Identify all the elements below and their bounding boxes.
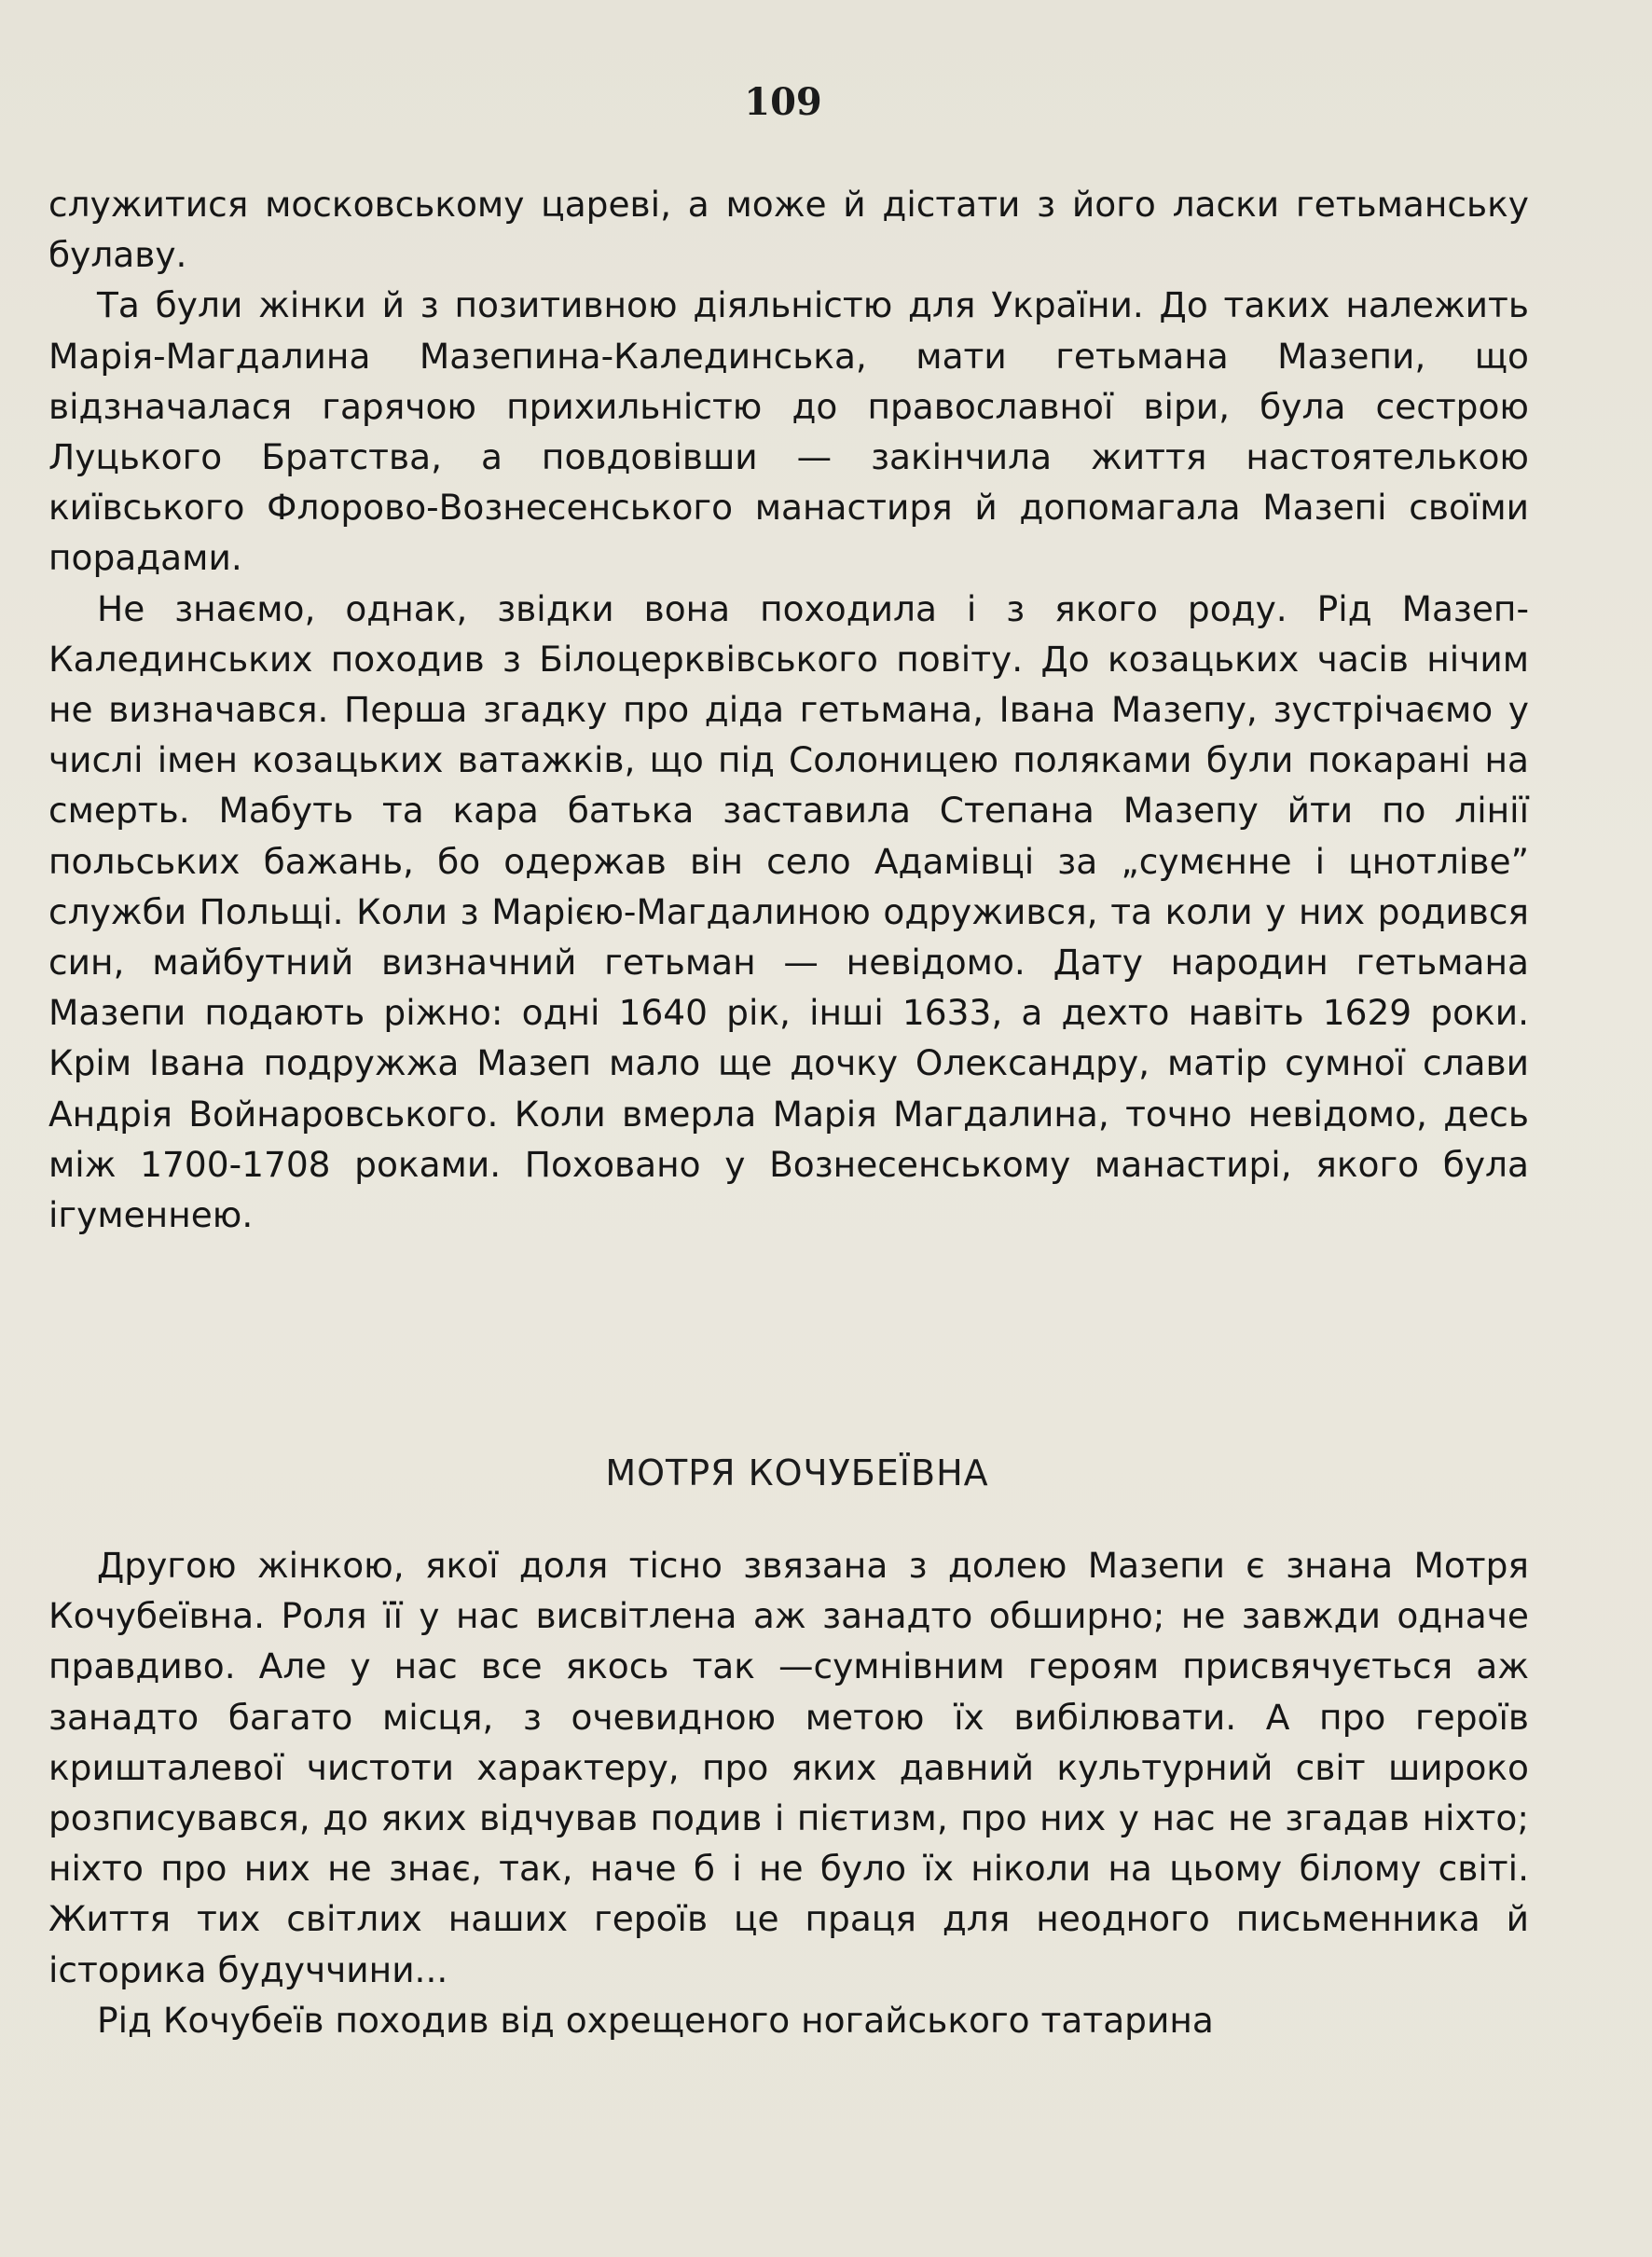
paragraph-continuation: служитися московському цареві, а може й дістати з його ласки гетьманську булаву. (48, 184, 1529, 276)
section-body (48, 1540, 1529, 2045)
paragraph-mother-of-mazepa: Та були жінки й з позитивною діяльністю для України. До таких належить Марія-Магдалина Мазепина-Калединська, мати гетьмана Мазепи, що відзначалася гарячою прихильністю до православної віри, була сестрою Луцького Братства, а повдовівши — закінчила життя настоятелькою київського Флорово-Вознесенського манастиря й допомагала Мазепі своїми порадами. (48, 284, 1529, 579)
page-number: 109 (744, 80, 822, 124)
section-heading: МОТРЯ КОЧУБЕЇВНА (605, 1452, 989, 1493)
paragraph-kochubei-family: Рід Кочубеїв походив від охрещеного ногайського татарина (97, 1999, 1214, 2041)
paragraph-mazepa-family: Не знаємо, однак, звідки вона походила і з якого роду. Рід Мазеп-Калединських походив з Білоцерквівського повіту. До козацьких часів нічим не визначався. Перша згадку про діда гетьмана, Івана Мазепу, зустрічаємо у числі імен козацьких ватажків, що під Солоницею поляками були покарані на смерть. Мабуть та кара батька заставила Степана Мазепу йти по лінії польських бажань, бо одержав він село Адамівці за „сумєнне і цнотліве” служби Польщі. Коли з Марією-Магдалиною одружився, та коли у них родився син, майбутний визначний гетьман — невідомо. Дату народин гетьмана Мазепи подають ріжно: одні 1640 рік, інші 1633, а дехто навіть 1629 роки. Крім Івана подружжа Мазеп мало ще дочку Олександру, матір сумної слави Андрія Войнаровського. Коли вмерла Марія Магдалина, точно невідомо, десь між 1700-1708 роками. Поховано у Вознесенському манастирі, якого була ігуменнею. (48, 587, 1529, 1236)
top-section (48, 179, 1529, 1240)
paragraph-motria: Другою жінкою, якої доля тісно звязана з долею Мазепи є знана Мотря Кочубеївна. Роля її у нас висвітлена аж занадто обширно; не завжди одначе правдиво. Але у нас все якось так —сумнівним героям присвячується аж занадто багато місця, з очевидною метою їх вибілювати. А про героїв кришталевої чистоти характеру, про яких давний культурний світ широко розписувався, до яких відчував подив і пієтизм, про них у нас не згадав ніхто; ніхто про них не знає, так, наче б і не було їх ніколи на цьому білому світі. Життя тих світлих наших героїв це праця для неодного письменника й історика будуччини... (48, 1545, 1529, 1990)
